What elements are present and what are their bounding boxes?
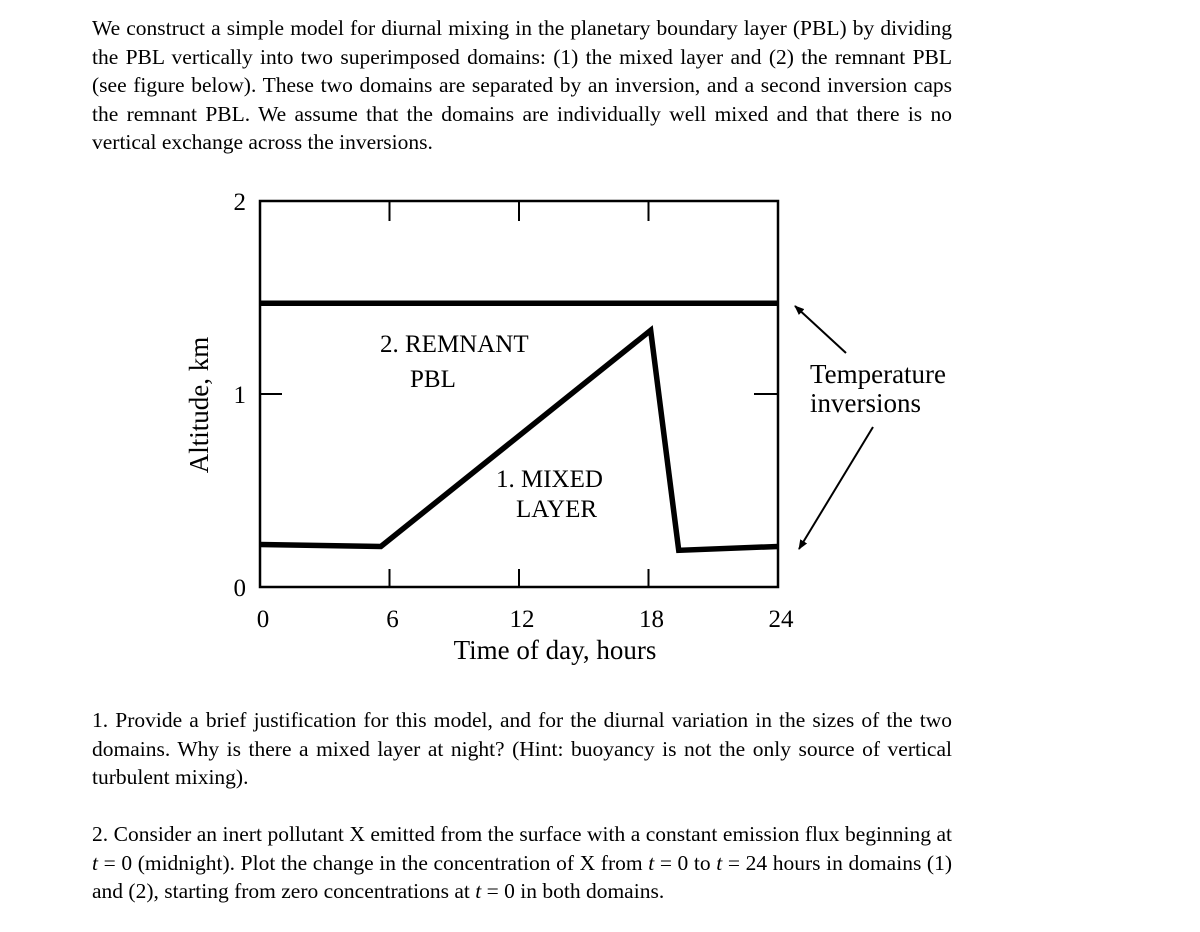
y-tick-label-0: 0 <box>233 575 246 602</box>
mixed-label-line2: LAYER <box>516 496 598 523</box>
q2-var-t4: t <box>475 879 482 903</box>
x-tick-label-1: 6 <box>386 606 399 633</box>
q2-var-t3: t <box>716 850 723 875</box>
y-axis-label: Altitude, km <box>184 336 214 474</box>
remnant-label-line1: 2. REMNANT <box>380 331 529 358</box>
x-tick-label-3: 18 <box>639 606 664 633</box>
y-tick-label-2: 2 <box>233 189 246 216</box>
q2-text-b: = 0 (midnight). Plot the change in the concentration of X from <box>97 850 649 875</box>
plot-frame <box>260 201 778 587</box>
axis-ticks <box>260 201 778 587</box>
q2-var-t1: t <box>92 850 98 875</box>
arrow-to-lower-inversion <box>799 427 873 549</box>
question-1: 1. Provide a brief justification for this model, and for the diurnal variation in the sizes of the two domains. Why is there a mixed layer at night? (Hint: buoyancy is not the only source of vertical turbulent mixing). <box>92 708 952 789</box>
x-tick-label-0: 0 <box>256 606 270 633</box>
q2-text-c: = 0 to <box>654 850 717 875</box>
question-2 <box>92 820 952 906</box>
mixed-label-line1: 1. MIXED <box>496 466 603 493</box>
tick-labels <box>234 189 795 633</box>
intro-paragraph: We construct a simple model for diurnal mixing in the planetary boundary layer (PBL) by dividing the PBL vertically into two superimposed domains: (1) the mixed layer and (2) the remnant PBL (see figure below). These two domains are separated by an inversion, and a second inversion caps the remnant PBL. We assume that the domains are individually well mixed and that there is no vertical exchange across the inversions. <box>92 16 952 154</box>
y-tick-label-1: 1 <box>233 382 246 409</box>
x-tick-label-2: 12 <box>509 606 535 633</box>
x-axis-label: Time of day, hours <box>453 635 657 665</box>
q2-text-e: = 0 in both domains. <box>481 879 665 903</box>
inversions-label-line1: Temperature <box>810 359 947 389</box>
arrow-to-upper-inversion <box>795 306 846 353</box>
q2-text-d: = 24 hours in domains (1) and (2), starting from zero concentrations at <box>92 850 952 903</box>
remnant-label-line2: PBL <box>410 366 456 393</box>
q2-var-t2: t <box>648 850 655 875</box>
inversions-label-line2: inversions <box>810 388 921 418</box>
q2-text-a: 2. Consider an inert pollutant X emitted from the surface with a constant emission flux beginning at <box>92 822 952 846</box>
x-tick-label-4: 24 <box>768 606 794 633</box>
